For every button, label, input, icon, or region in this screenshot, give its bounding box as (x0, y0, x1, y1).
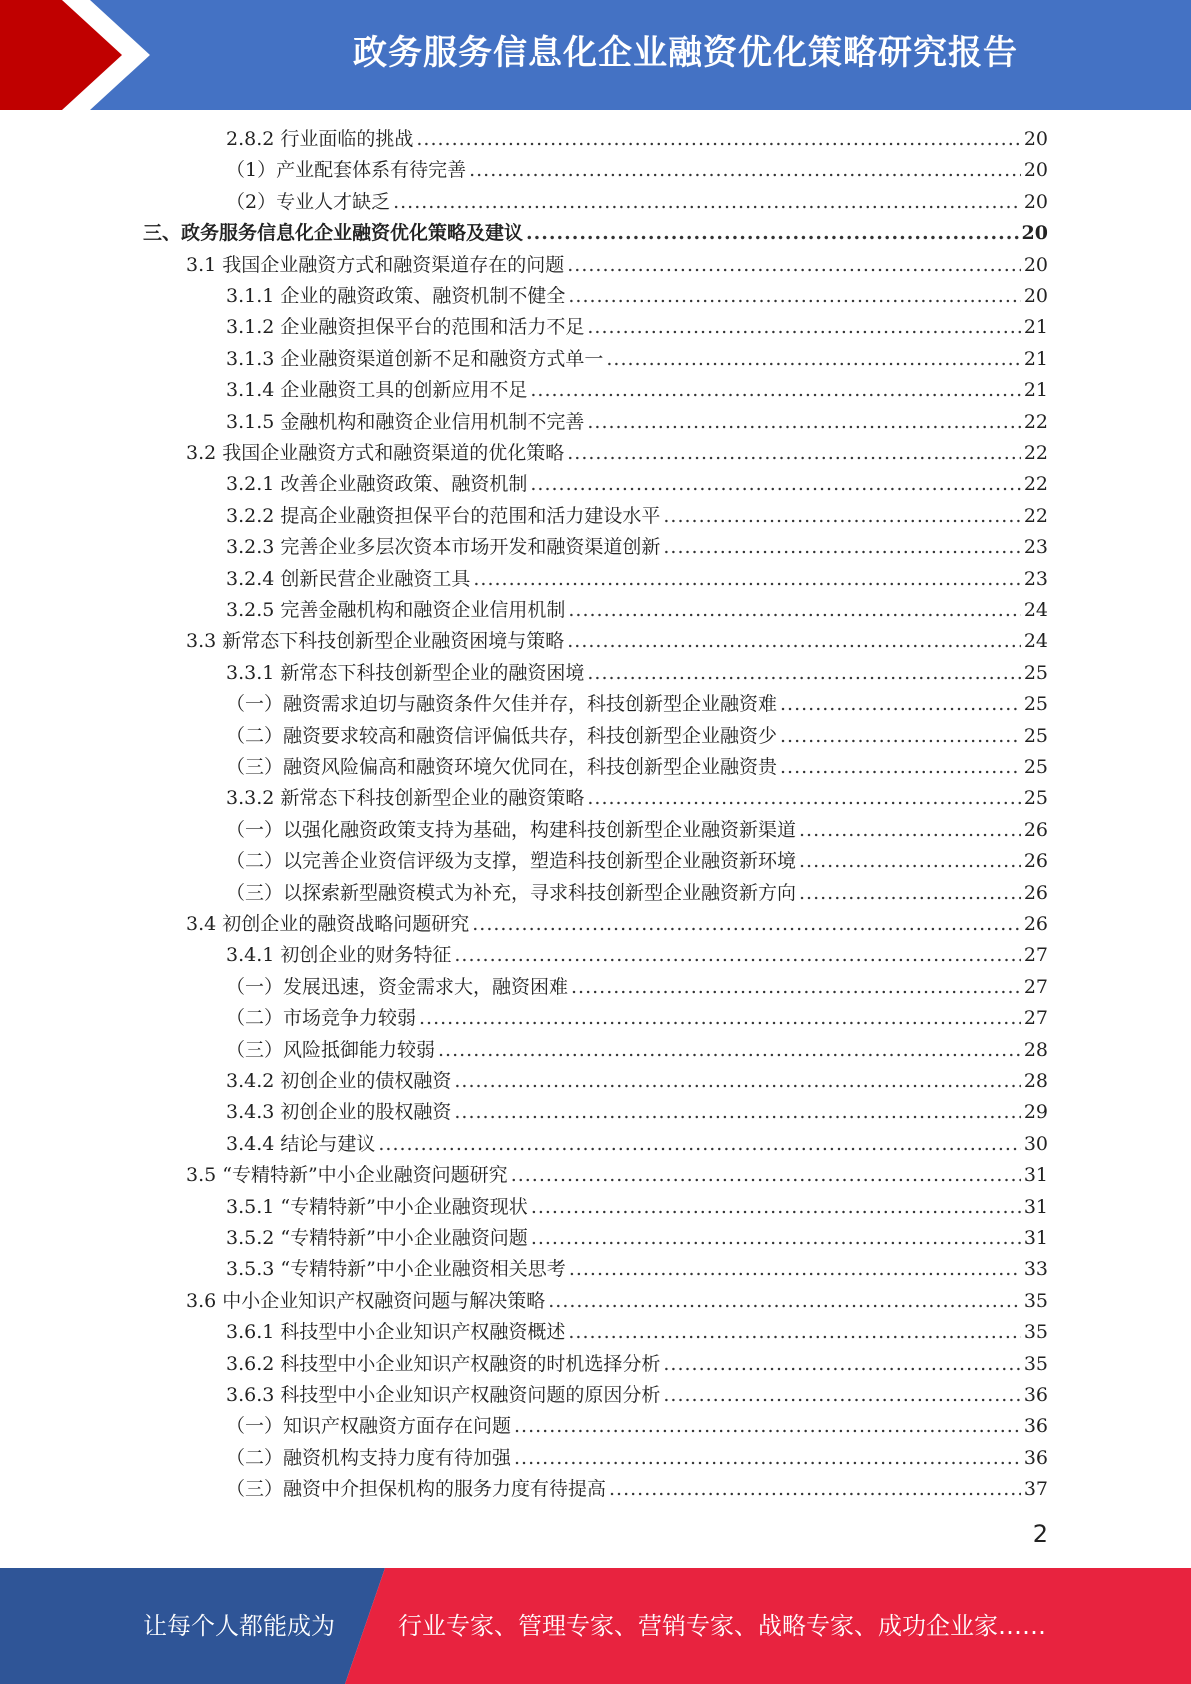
toc-entry-title: 3.1 我国企业融资方式和融资渠道存在的问题 (186, 254, 565, 276)
toc-entry[interactable] (226, 189, 1048, 215)
toc-entry[interactable] (226, 1225, 1048, 1251)
toc-entry-title: 3.3 新常态下科技创新型企业融资困境与策略 (186, 630, 565, 652)
toc-entry[interactable] (226, 785, 1048, 811)
toc-entry-title: （一）以强化融资政策支持为基础，构建科技创新型企业融资新渠道 (226, 819, 797, 841)
toc-dot-leader (567, 440, 1021, 466)
toc-entry-page: 20 (1023, 191, 1048, 213)
toc-entry-title: 2.8.2 行业面临的挑战 (226, 128, 414, 150)
toc-entry[interactable] (226, 1445, 1048, 1471)
toc-dot-leader (454, 1068, 1020, 1094)
toc-entry-page: 26 (1023, 882, 1048, 904)
toc-dot-leader (663, 534, 1020, 560)
toc-dot-leader (571, 974, 1021, 1000)
toc-entry-page: 28 (1023, 1070, 1048, 1092)
toc-entry[interactable] (186, 440, 1048, 466)
toc-entry-title: 3.4.3 初创企业的股权融资 (226, 1101, 452, 1123)
toc-dot-leader (531, 1225, 1021, 1251)
page-number: 2 (1032, 1520, 1048, 1548)
toc-entry-title: 3.6.3 科技型中小企业知识产权融资问题的原因分析 (226, 1384, 661, 1406)
page-header (0, 0, 1191, 110)
toc-entry-title: （一）知识产权融资方面存在问题 (226, 1415, 512, 1437)
toc-entry-title: 3.1.2 企业融资担保平台的范围和活力不足 (226, 316, 585, 338)
toc-entry-title: （1）产业配套体系有待完善 (226, 159, 467, 181)
toc-entry-page: 26 (1023, 913, 1048, 935)
toc-dot-leader (419, 1005, 1021, 1031)
toc-dot-leader (568, 283, 1020, 309)
toc-entry-page: 33 (1023, 1258, 1048, 1280)
toc-entry[interactable] (226, 157, 1048, 183)
toc-entry-title: 3.4.4 结论与建议 (226, 1133, 376, 1155)
toc-dot-leader (438, 1037, 1021, 1063)
toc-entry-page: 28 (1023, 1039, 1048, 1061)
toc-entry[interactable] (186, 911, 1048, 937)
toc-entry[interactable] (226, 848, 1048, 874)
toc-entry[interactable] (226, 503, 1048, 529)
toc-entry-title: 3.5.2 “专精特新”中小企业融资问题 (226, 1227, 528, 1249)
toc-dot-leader (663, 503, 1020, 529)
toc-entry-page: 36 (1023, 1415, 1048, 1437)
toc-entry-title: （二）融资要求较高和融资信评偏低共存，科技创新型企业融资少 (226, 725, 778, 747)
toc-entry[interactable] (226, 1037, 1048, 1063)
toc-entry-page: 24 (1023, 599, 1048, 621)
toc-dot-leader (568, 597, 1020, 623)
toc-entry-title: （2）专业人才缺乏 (226, 191, 391, 213)
toc-dot-leader (587, 660, 1020, 686)
toc-entry-page: 23 (1023, 536, 1048, 558)
toc-entry-page: 22 (1023, 473, 1048, 495)
toc-entry-page: 22 (1023, 411, 1048, 433)
toc-entry[interactable] (226, 1351, 1048, 1377)
toc-dot-leader (663, 1382, 1020, 1408)
toc-entry-title: （一）融资需求迫切与融资条件欠佳并存，科技创新型企业融资难 (226, 693, 778, 715)
toc-entry[interactable] (226, 377, 1048, 403)
toc-entry-page: 35 (1023, 1290, 1048, 1312)
toc-entry-page: 37 (1023, 1478, 1048, 1500)
toc-entry-title: 3.4 初创企业的融资战略问题研究 (186, 913, 470, 935)
toc-entry[interactable] (186, 252, 1048, 278)
toc-dot-leader (567, 252, 1021, 278)
toc-entry[interactable] (226, 566, 1048, 592)
toc-entry[interactable] (226, 126, 1048, 152)
toc-entry-page: 25 (1023, 756, 1048, 778)
toc-entry-title: 3.1.3 企业融资渠道创新不足和融资方式单一 (226, 348, 604, 370)
toc-entry-page: 27 (1023, 944, 1048, 966)
toc-dot-leader (416, 126, 1020, 152)
toc-entry-page: 23 (1023, 568, 1048, 590)
toc-dot-leader (514, 1413, 1021, 1439)
toc-entry[interactable] (226, 660, 1048, 686)
toc-entry-page: 20 (1023, 285, 1048, 307)
toc-entry-title: 3.2.5 完善金融机构和融资企业信用机制 (226, 599, 566, 621)
toc-entry[interactable] (226, 346, 1048, 372)
toc-dot-leader (799, 817, 1021, 843)
toc-entry-title: 3.2 我国企业融资方式和融资渠道的优化策略 (186, 442, 565, 464)
toc-entry-page: 35 (1023, 1353, 1048, 1375)
toc-dot-leader (780, 723, 1021, 749)
toc-entry-title: 三、政务服务信息化企业融资优化策略及建议 (143, 222, 524, 244)
toc-entry-title: 3.5.3 “专精特新”中小企业融资相关思考 (226, 1258, 566, 1280)
toc-entry[interactable] (226, 1256, 1048, 1282)
toc-entry-title: 3.1.4 企业融资工具的创新应用不足 (226, 379, 528, 401)
toc-entry-page: 20 (1023, 254, 1048, 276)
toc-dot-leader (472, 911, 1021, 937)
toc-entry-page: 25 (1023, 725, 1048, 747)
toc-entry[interactable] (226, 534, 1048, 560)
toc-dot-leader (393, 189, 1021, 215)
toc-entry-title: 3.2.1 改善企业融资政策、融资机制 (226, 473, 528, 495)
toc-dot-leader (530, 377, 1020, 403)
toc-entry-title: （三）以探索新型融资模式为补充，寻求科技创新型企业融资新方向 (226, 882, 797, 904)
toc-entry-page: 30 (1023, 1133, 1048, 1155)
toc-entry[interactable] (226, 1319, 1048, 1345)
toc-entry-page: 26 (1023, 819, 1048, 841)
footer-slogan-left: 让每个人都能成为 (143, 1612, 335, 1640)
toc-entry[interactable] (226, 409, 1048, 435)
toc-entry-title: 3.1.1 企业的融资政策、融资机制不健全 (226, 285, 566, 307)
toc-entry-title: （三）融资中介担保机构的服务力度有待提高 (226, 1478, 607, 1500)
header-arrow-graphic (0, 0, 200, 110)
toc-entry-title: 3.2.2 提高企业融资担保平台的范围和活力建设水平 (226, 505, 661, 527)
toc-entry-page: 25 (1023, 787, 1048, 809)
toc-entry-page: 21 (1023, 316, 1048, 338)
toc-dot-leader (514, 1445, 1021, 1471)
toc-entry[interactable] (226, 597, 1048, 623)
toc-entry[interactable] (226, 974, 1048, 1000)
footer-slogan-right: 行业专家、管理专家、营销专家、战略专家、成功企业家…… (398, 1612, 1046, 1640)
toc-entry-title: 3.6.2 科技型中小企业知识产权融资的时机选择分析 (226, 1353, 661, 1375)
toc-entry-title: （一）发展迅速，资金需求大，融资困难 (226, 976, 569, 998)
toc-entry-title: 3.2.4 创新民营企业融资工具 (226, 568, 471, 590)
toc-entry-title: 3.5 “专精特新”中小企业融资问题研究 (186, 1164, 508, 1186)
toc-dot-leader (799, 848, 1021, 874)
toc-entry[interactable] (226, 1413, 1048, 1439)
toc-entry[interactable] (186, 1288, 1048, 1314)
toc-entry-page: 24 (1023, 630, 1048, 652)
toc-entry[interactable] (226, 1005, 1048, 1031)
toc-entry-page: 31 (1023, 1227, 1048, 1249)
toc-dot-leader (606, 346, 1020, 372)
toc-dot-leader (569, 1256, 1021, 1282)
document-title: 政务服务信息化企业融资优化策略研究报告 (353, 33, 1018, 73)
toc-dot-leader (567, 628, 1021, 654)
toc-entry-title: 3.5.1 “专精特新”中小企业融资现状 (226, 1196, 528, 1218)
toc-entry-page: 26 (1023, 850, 1048, 872)
toc-dot-leader (511, 1162, 1021, 1188)
toc-entry-page: 21 (1023, 379, 1048, 401)
toc-entry[interactable] (226, 1476, 1048, 1502)
toc-dot-leader (531, 1194, 1021, 1220)
toc-entry[interactable] (226, 1068, 1048, 1094)
toc-entry-page: 36 (1023, 1447, 1048, 1469)
toc-entry[interactable] (186, 628, 1048, 654)
toc-entry-title: 3.4.1 初创企业的财务特征 (226, 944, 452, 966)
toc-entry-page: 21 (1023, 348, 1048, 370)
toc-entry-title: 3.6.1 科技型中小企业知识产权融资概述 (226, 1321, 566, 1343)
toc-entry-page: 20 (1023, 159, 1048, 181)
toc-dot-leader (799, 880, 1021, 906)
toc-entry-page: 22 (1023, 442, 1048, 464)
toc-entry-page: 22 (1023, 505, 1048, 527)
toc-entry[interactable] (226, 1099, 1048, 1125)
toc-entry-title: 3.1.5 金融机构和融资企业信用机制不完善 (226, 411, 585, 433)
toc-dot-leader (780, 754, 1021, 780)
toc-dot-leader (454, 942, 1020, 968)
toc-entry-page: 20 (1021, 222, 1048, 244)
toc-entry-title: 3.6 中小企业知识产权融资问题与解决策略 (186, 1290, 546, 1312)
toc-entry[interactable] (226, 691, 1048, 717)
toc-dot-leader (568, 1319, 1020, 1345)
toc-entry-title: （二）以完善企业资信评级为支撑，塑造科技创新型企业融资新环境 (226, 850, 797, 872)
toc-dot-leader (780, 691, 1021, 717)
toc-dot-leader (530, 471, 1020, 497)
toc-entry[interactable] (226, 1382, 1048, 1408)
toc-entry-page: 36 (1023, 1384, 1048, 1406)
toc-dot-leader (454, 1099, 1020, 1125)
toc-entry-title: （三）风险抵御能力较弱 (226, 1039, 436, 1061)
toc-entry[interactable] (226, 283, 1048, 309)
toc-entry-title: （二）融资机构支持力度有待加强 (226, 1447, 512, 1469)
toc-entry-page: 20 (1023, 128, 1048, 150)
toc-entry-title: （二）市场竞争力较弱 (226, 1007, 417, 1029)
toc-dot-leader (378, 1131, 1020, 1157)
toc-entry[interactable] (226, 1131, 1048, 1157)
toc-entry-page: 31 (1023, 1196, 1048, 1218)
toc-entry[interactable] (186, 1162, 1048, 1188)
toc-entry[interactable] (226, 471, 1048, 497)
toc-entry-title: （三）融资风险偏高和融资环境欠优同在，科技创新型企业融资贵 (226, 756, 778, 778)
toc-entry-page: 31 (1023, 1164, 1048, 1186)
toc-entry-page: 35 (1023, 1321, 1048, 1343)
toc-entry[interactable] (226, 723, 1048, 749)
toc-dot-leader (526, 220, 1019, 246)
toc-entry[interactable] (226, 754, 1048, 780)
toc-dot-leader (548, 1288, 1021, 1314)
toc-entry[interactable] (143, 220, 1048, 246)
toc-entry-page: 29 (1023, 1101, 1048, 1123)
toc-entry[interactable] (226, 314, 1048, 340)
toc-entry[interactable] (226, 817, 1048, 843)
toc-dot-leader (609, 1476, 1021, 1502)
toc-entry-title: 3.3.1 新常态下科技创新型企业的融资困境 (226, 662, 585, 684)
toc-dot-leader (473, 566, 1020, 592)
toc-entry[interactable] (226, 1194, 1048, 1220)
toc-entry-page: 25 (1023, 662, 1048, 684)
toc-entry-page: 27 (1023, 976, 1048, 998)
toc-dot-leader (587, 409, 1020, 435)
toc-entry-title: 3.4.2 初创企业的债权融资 (226, 1070, 452, 1092)
toc-entry-page: 27 (1023, 1007, 1048, 1029)
toc-entry[interactable] (226, 880, 1048, 906)
toc-dot-leader (587, 314, 1020, 340)
toc-entry-title: 3.2.3 完善企业多层次资本市场开发和融资渠道创新 (226, 536, 661, 558)
toc-entry-page: 25 (1023, 693, 1048, 715)
page-footer (0, 1568, 1191, 1684)
toc-entry[interactable] (226, 942, 1048, 968)
toc-entry-title: 3.3.2 新常态下科技创新型企业的融资策略 (226, 787, 585, 809)
toc-dot-leader (663, 1351, 1020, 1377)
toc-dot-leader (587, 785, 1020, 811)
toc-dot-leader (469, 157, 1021, 183)
